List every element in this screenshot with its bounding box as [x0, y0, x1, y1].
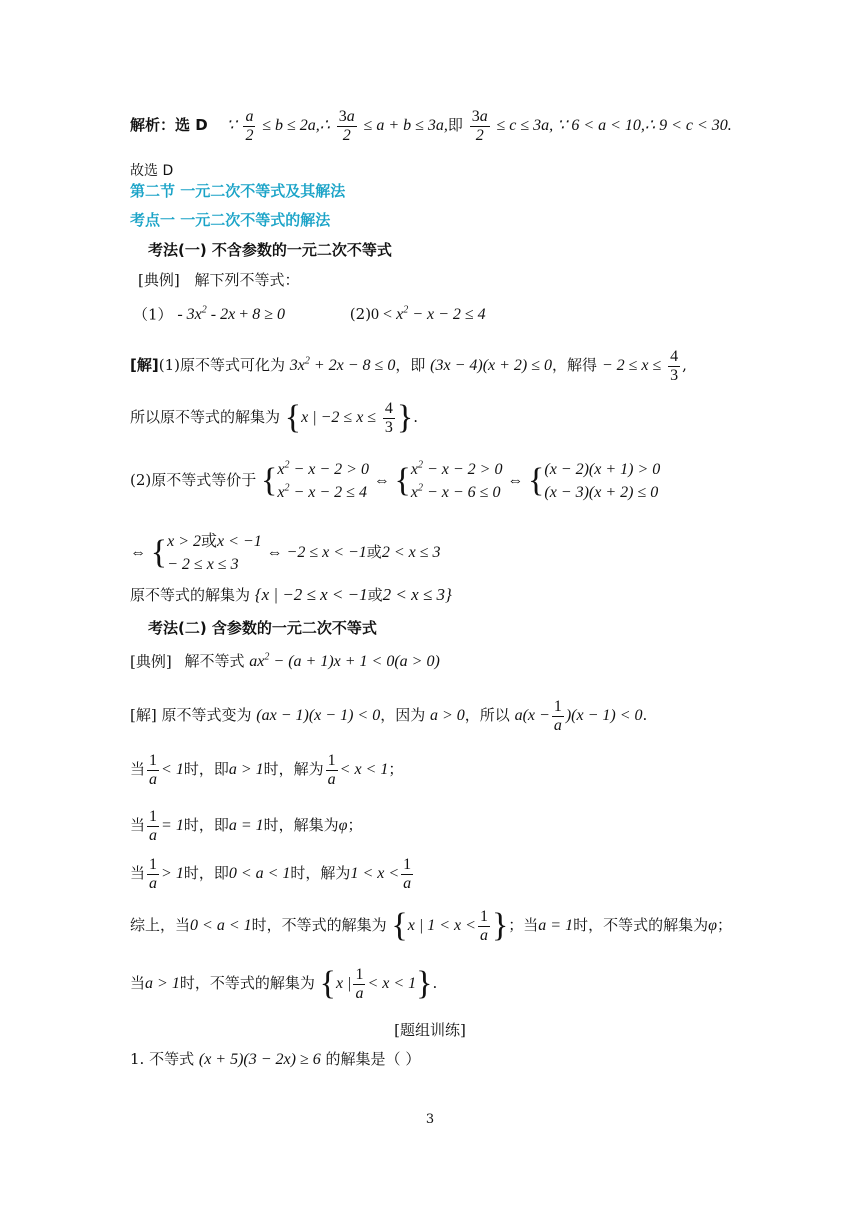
summary-b: 时，不等式的解集为 [251, 916, 387, 935]
example2: [典例] 解不等式 $ax^2 - (a + 1)x + 1 < 0(a > 0)$ [130, 652, 440, 671]
example1-label: [典例] [138, 271, 180, 289]
summary2: 当a > 1时，不等式的解集为 {x | $\frac{1}{a}$ < x < 1}. [130, 965, 438, 1003]
section-title: 第二节 一元二次不等式及其解法 [130, 182, 346, 200]
example1-text: 解下列不等式： [194, 271, 300, 289]
sol1-text-a: (1)原不等式可化为 [158, 356, 285, 375]
summary-d: 时，不等式的解集为 [573, 916, 709, 935]
sol3-text-c: ，所以 [464, 706, 510, 725]
method1-title: 考法(一) 不含参数的一元二次不等式 [148, 241, 392, 259]
sol1-text-b: ，即 [395, 356, 426, 375]
point-title: 考点一 一元二次不等式的解法 [130, 211, 331, 229]
sol2-text: (2)原不等式等价于 [130, 471, 257, 490]
page-number: 3 [425, 1112, 435, 1127]
group-training: [题组训练] [394, 1021, 466, 1039]
case1: 当 $\frac{1}{a}$ < 1时，即a > 1时，解为 $\frac{1}{a}$ < x < 1； [130, 752, 404, 788]
example1 [138, 273, 300, 288]
solution2-set: 原不等式的解集为 {x | −2 ≤ x < −1或2 < x ≤ 3} [130, 585, 452, 604]
example2-text: 解不等式 [184, 652, 245, 671]
case2: 当 $\frac{1}{a}$ = 1时，即a = 1时，解集为φ； [130, 808, 363, 844]
solution2-cont: ⇔ { x > 2或x < −1 − 2 ≤ x ≤ 3 ⇔ −2 ≤ x < −1或2 < x ≤ 3 [130, 533, 441, 574]
solution-line: 解析：选 D ∵ $\frac{a}{2}$ ≤ b ≤ 2a,∴ $\frac{3a}{2}$ ≤ a + b ≤ 3a,即 $\frac{3a}{2}$ ≤ c ≤ 3a, ∵ 6 < a < 10,∴ 9 < c < 30. [130, 108, 732, 144]
q1-text-a: 1. 不等式 [130, 1050, 195, 1068]
solution3: [解] 原不等式变为 (ax − 1)(x − 1) < 0，因为 a > 0，所以 a(x − $\frac{1}{a}$ )(x − 1) < 0. [130, 698, 648, 734]
sol1-set-text: 所以原不等式的解集为 [130, 408, 281, 427]
sol1-label: [解] [130, 356, 159, 375]
case2-time3: 时，解集为 [263, 816, 339, 835]
case1-when: 当 [130, 760, 146, 779]
solution1: [解](1)原不等式可化为 $3x^2 + 2x - 8 \le 0$，即 (3x − 4)(x + 2) ≤ 0，解得 − 2 ≤ x ≤ $\frac{4}{3}$ , [130, 348, 687, 384]
summary1: 综上，当0 < a < 1时，不等式的解集为 {x | 1 < x < $\frac{1}{a}$ }；当a = 1时，不等式的解集为φ； [130, 907, 732, 945]
problem1-label: （1） [133, 305, 173, 324]
case3-time2: 时，解为 [290, 864, 351, 883]
solution-conclusion: 故选 D [130, 163, 174, 179]
solution2: (2)原不等式等价于 { $x^2 - x - 2 > 0$ $x^2 - x - 2 \le 4$ ⇔ { $x^2 - x - 2 > 0$ $x^2 - x - 6 \le 0$ ⇔ { (x − 2)(x + 1) > 0 (x − 3)(x + 2) ≤ 0 [130, 459, 661, 502]
sol3-text-a: 原不等式变为 [161, 706, 252, 725]
problem2-label: (2) [349, 305, 372, 324]
case2-time: 时，即 [183, 816, 229, 835]
case1-time: 时，即 [183, 760, 229, 779]
or-word-1: 或 [201, 533, 218, 550]
sol2-set-text: 原不等式的解集为 [130, 586, 251, 604]
sol3-label: [解] [130, 706, 157, 725]
or-word-2: 或 [366, 543, 382, 562]
case2-when: 当 [130, 816, 146, 835]
case3-time: 时，即 [183, 864, 229, 883]
or-word-3: 或 [367, 586, 383, 604]
case1-time2: 时，解为 [263, 760, 324, 779]
summary-d2: 时，不等式的解集为 [179, 974, 315, 993]
solution-label: 解析：选 D [130, 116, 208, 135]
q1-text-b: 的解集是（ ） [325, 1050, 421, 1068]
summary-e: 当 [130, 974, 146, 993]
sol3-text-b: ，因为 [380, 706, 426, 725]
case3: 当 $\frac{1}{a}$ > 1时，即0 < a < 1时，解为1 < x < $\frac{1}{a}$ [130, 856, 412, 892]
case3-when: 当 [130, 864, 146, 883]
summary-a: 综上，当 [130, 916, 191, 935]
method2-title: 考法(二) 含参数的一元二次不等式 [148, 619, 377, 637]
sol1-text-c: ，解得 [552, 356, 598, 375]
summary-c: ；当 [508, 916, 539, 935]
solution1-set: 所以原不等式的解集为 {x | −2 ≤ x ≤ $\frac{4}{3}$ }. [130, 399, 418, 437]
example1-problems: $(1) - 3x^2 - 2x + 8 \ge 0$ $(2)0 < x^2 - x - 2 \le 4$ [133, 305, 486, 324]
example2-label: [典例] [130, 652, 172, 671]
question1: 1. 不等式 (x + 5)(3 − 2x) ≥ 6 的解集是（ ） [130, 1050, 421, 1068]
